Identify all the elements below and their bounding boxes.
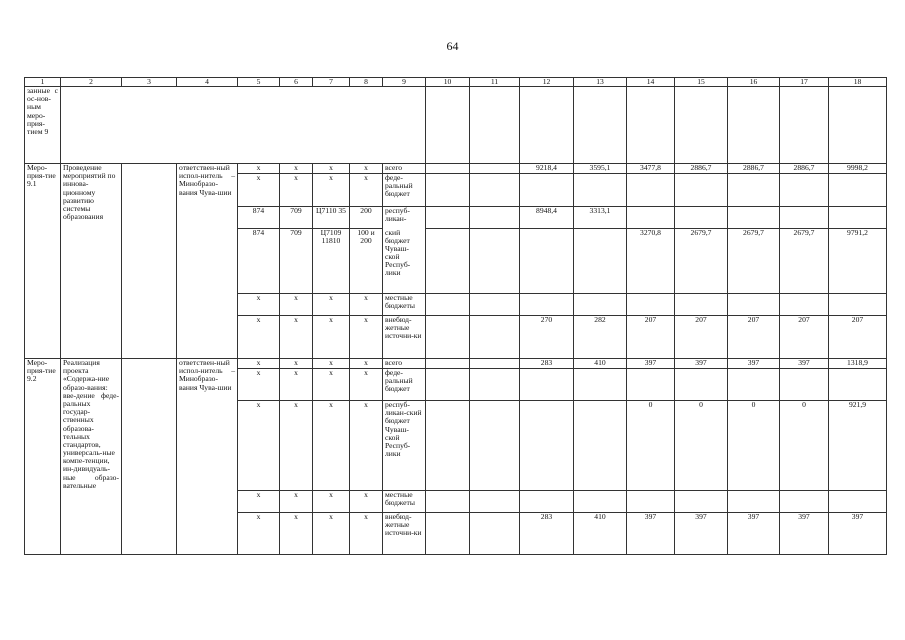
header-cell: 16 bbox=[728, 78, 780, 87]
table-cell bbox=[574, 401, 627, 491]
table-cell: 2679,7 bbox=[675, 229, 728, 294]
table-cell bbox=[780, 294, 829, 316]
table-cell bbox=[426, 316, 470, 359]
header-cell: 7 bbox=[313, 78, 350, 87]
table-cell bbox=[829, 174, 887, 207]
table-cell: 100 и 200 bbox=[350, 229, 383, 294]
table-cell: 3313,1 bbox=[574, 207, 627, 229]
header-cell: 13 bbox=[574, 78, 627, 87]
table-row bbox=[25, 164, 887, 174]
table-cell: х bbox=[238, 369, 280, 401]
table-cell: 9218,4 bbox=[520, 164, 574, 174]
table-cell: х bbox=[238, 401, 280, 491]
table-cell bbox=[426, 491, 470, 513]
table-cell: 270 bbox=[520, 316, 574, 359]
table-cell: х bbox=[238, 359, 280, 369]
table-cell bbox=[780, 369, 829, 401]
table-cell bbox=[426, 294, 470, 316]
table-cell bbox=[829, 491, 887, 513]
table-cell: 397 bbox=[728, 513, 780, 555]
funding-source: местные бюджеты bbox=[383, 294, 426, 316]
table-cell: 2886,7 bbox=[780, 164, 829, 174]
table-cell: Ц7110 35 bbox=[313, 207, 350, 229]
table-cell: 3477,8 bbox=[627, 164, 675, 174]
table-cell bbox=[470, 491, 520, 513]
table-cell bbox=[470, 316, 520, 359]
table-cell: 397 bbox=[780, 513, 829, 555]
table-cell: 397 bbox=[627, 359, 675, 369]
table-cell bbox=[574, 369, 627, 401]
table-cell bbox=[470, 359, 520, 369]
funding-source: феде-ральный бюджет bbox=[383, 369, 426, 401]
responsible-executor: ответствен-ный испол-нитель – Минобразо-вания Чува-шии bbox=[177, 164, 238, 359]
table-cell: х bbox=[350, 513, 383, 555]
table-cell: х bbox=[280, 369, 313, 401]
table-cell: 0 bbox=[627, 401, 675, 491]
table-cell bbox=[426, 359, 470, 369]
header-cell: 9 bbox=[383, 78, 426, 87]
table-cell: х bbox=[280, 294, 313, 316]
table-cell: 207 bbox=[829, 316, 887, 359]
table-cell bbox=[470, 164, 520, 174]
table-cell bbox=[780, 174, 829, 207]
table-cell: 9791,2 bbox=[829, 229, 887, 294]
header-cell: 15 bbox=[675, 78, 728, 87]
table-cell: 200 bbox=[350, 207, 383, 229]
table-cell: 397 bbox=[829, 513, 887, 555]
funding-source: всего bbox=[383, 164, 426, 174]
table-cell bbox=[627, 369, 675, 401]
table-cell: 207 bbox=[780, 316, 829, 359]
table-cell: х bbox=[280, 401, 313, 491]
funding-source: респуб-ликан- bbox=[383, 207, 426, 229]
table-cell: 874 bbox=[238, 229, 280, 294]
funding-source: всего bbox=[383, 359, 426, 369]
table-cell bbox=[470, 294, 520, 316]
header-cell: 18 bbox=[829, 78, 887, 87]
table-cell: 397 bbox=[627, 513, 675, 555]
measure-number: Меро-прия-тие 9.1 bbox=[25, 164, 61, 359]
table-cell bbox=[470, 369, 520, 401]
table-cell bbox=[627, 491, 675, 513]
header-row bbox=[25, 78, 887, 87]
table-cell bbox=[574, 229, 627, 294]
table-row bbox=[25, 359, 887, 369]
continuation-label: занные с ос-нов-ным меро-прия-тием 9 bbox=[25, 87, 61, 164]
page-number: 64 bbox=[446, 39, 459, 53]
header-cell: 17 bbox=[780, 78, 829, 87]
table-cell: х bbox=[238, 164, 280, 174]
table-cell bbox=[122, 164, 177, 359]
table-cell bbox=[675, 491, 728, 513]
table-cell bbox=[470, 401, 520, 491]
table-cell bbox=[675, 369, 728, 401]
table-cell: 1318,9 bbox=[829, 359, 887, 369]
continuation-row bbox=[25, 87, 887, 164]
table-cell: 3270,8 bbox=[627, 229, 675, 294]
table-cell: 410 bbox=[574, 359, 627, 369]
table-cell bbox=[520, 401, 574, 491]
table-cell: х bbox=[280, 513, 313, 555]
table-cell: х bbox=[280, 174, 313, 207]
table-cell: х bbox=[350, 294, 383, 316]
table-cell: 0 bbox=[780, 401, 829, 491]
header-cell: 11 bbox=[470, 78, 520, 87]
table-cell bbox=[520, 229, 574, 294]
header-cell: 1 bbox=[25, 78, 61, 87]
measure-number: Меро-прия-тие 9.2 bbox=[25, 359, 61, 555]
table-cell bbox=[520, 294, 574, 316]
header-cell: 6 bbox=[280, 78, 313, 87]
table-cell: х bbox=[313, 401, 350, 491]
table-cell: Ц7109 11810 bbox=[313, 229, 350, 294]
table-cell: 207 bbox=[627, 316, 675, 359]
table-cell bbox=[675, 174, 728, 207]
table-cell: х bbox=[280, 164, 313, 174]
table-cell bbox=[426, 229, 470, 294]
table-cell: х bbox=[350, 316, 383, 359]
table-cell: 282 bbox=[574, 316, 627, 359]
table-cell: 283 bbox=[520, 359, 574, 369]
table-cell bbox=[426, 369, 470, 401]
table-cell bbox=[675, 87, 728, 164]
table-cell: х bbox=[238, 316, 280, 359]
table-cell: 410 bbox=[574, 513, 627, 555]
table-cell bbox=[780, 491, 829, 513]
table-cell bbox=[470, 229, 520, 294]
table-cell: 283 bbox=[520, 513, 574, 555]
header-cell: 8 bbox=[350, 78, 383, 87]
table-cell bbox=[728, 87, 780, 164]
table-cell bbox=[574, 491, 627, 513]
header-cell: 4 bbox=[177, 78, 238, 87]
responsible-executor: ответствен-ный испол-нитель – Минобразо-вания Чува-шии bbox=[177, 359, 238, 555]
table-cell: 709 bbox=[280, 207, 313, 229]
table-cell bbox=[470, 207, 520, 229]
funding-source: местные бюджеты bbox=[383, 491, 426, 513]
table-cell: х bbox=[280, 491, 313, 513]
table-cell: х bbox=[313, 491, 350, 513]
table-cell bbox=[122, 359, 177, 555]
funding-source: феде-ральный бюджет bbox=[383, 174, 426, 207]
table-cell bbox=[627, 174, 675, 207]
table-cell: х bbox=[313, 164, 350, 174]
table-cell: 709 bbox=[280, 229, 313, 294]
table-cell: 874 bbox=[238, 207, 280, 229]
table-cell: 2679,7 bbox=[780, 229, 829, 294]
table-cell: х bbox=[313, 294, 350, 316]
header-cell: 10 bbox=[426, 78, 470, 87]
table-cell: х bbox=[238, 174, 280, 207]
table-cell bbox=[520, 174, 574, 207]
measure-title: Реализация проекта «Содержа-ние образо-вания: вве-дение феде-ральных государ-ственных образова-тельных стандартов, универсаль-ные компе-тенции, ин-дивидуаль-ные образо-вательные bbox=[61, 359, 122, 555]
table-cell bbox=[728, 174, 780, 207]
table-cell: х bbox=[313, 316, 350, 359]
funding-source: респуб-ликан-ский бюджет Чуваш-ской Респуб-лики bbox=[383, 401, 426, 491]
table-cell bbox=[61, 87, 426, 164]
table-cell bbox=[574, 87, 627, 164]
header-cell: 3 bbox=[122, 78, 177, 87]
table-cell: х bbox=[350, 401, 383, 491]
table-cell: х bbox=[238, 294, 280, 316]
table-cell bbox=[627, 87, 675, 164]
funding-source: внебюд-жетные источни-ки bbox=[383, 513, 426, 555]
table-cell: 8948,4 bbox=[520, 207, 574, 229]
table-cell: 2886,7 bbox=[675, 164, 728, 174]
table-cell bbox=[829, 207, 887, 229]
table-cell: х bbox=[280, 359, 313, 369]
table-cell: 207 bbox=[675, 316, 728, 359]
header-cell: 2 bbox=[61, 78, 122, 87]
table-cell: х bbox=[350, 164, 383, 174]
table-cell bbox=[728, 207, 780, 229]
table-cell: х bbox=[350, 359, 383, 369]
table-cell bbox=[426, 401, 470, 491]
table-cell bbox=[470, 513, 520, 555]
header-cell: 5 bbox=[238, 78, 280, 87]
table-cell: х bbox=[313, 174, 350, 207]
header-cell: 14 bbox=[627, 78, 675, 87]
table-cell bbox=[470, 87, 520, 164]
table-cell bbox=[574, 294, 627, 316]
table-cell bbox=[520, 87, 574, 164]
table-cell: 0 bbox=[675, 401, 728, 491]
table-cell: 2679,7 bbox=[728, 229, 780, 294]
table-cell: х bbox=[313, 513, 350, 555]
funding-source: внебюд-жетные источни-ки bbox=[383, 316, 426, 359]
table-cell bbox=[520, 491, 574, 513]
table-cell bbox=[780, 207, 829, 229]
header-cell: 12 bbox=[520, 78, 574, 87]
table-cell bbox=[627, 294, 675, 316]
table-cell: х bbox=[280, 316, 313, 359]
table-cell bbox=[829, 87, 887, 164]
table-cell bbox=[520, 369, 574, 401]
table-cell: 397 bbox=[728, 359, 780, 369]
table-cell: х bbox=[238, 513, 280, 555]
table-cell: 2886,7 bbox=[728, 164, 780, 174]
table-cell: х bbox=[350, 174, 383, 207]
table-cell bbox=[728, 491, 780, 513]
table-cell bbox=[426, 513, 470, 555]
table-cell bbox=[728, 294, 780, 316]
table-cell bbox=[426, 174, 470, 207]
table-cell bbox=[829, 294, 887, 316]
table-cell: 397 bbox=[675, 513, 728, 555]
table-cell bbox=[627, 207, 675, 229]
table-cell: х bbox=[350, 491, 383, 513]
table-cell: 0 bbox=[728, 401, 780, 491]
table-cell bbox=[574, 174, 627, 207]
table-cell bbox=[728, 369, 780, 401]
table-cell: 397 bbox=[780, 359, 829, 369]
table-cell: 397 bbox=[675, 359, 728, 369]
table-cell: 3595,1 bbox=[574, 164, 627, 174]
table-cell: х bbox=[350, 369, 383, 401]
table-cell bbox=[470, 174, 520, 207]
table-cell: х bbox=[238, 491, 280, 513]
table-cell bbox=[426, 164, 470, 174]
table-cell bbox=[426, 87, 470, 164]
table-cell bbox=[780, 87, 829, 164]
table-cell bbox=[829, 369, 887, 401]
table-cell bbox=[675, 207, 728, 229]
funding-source: ский бюджет Чуваш-ской Респуб-лики bbox=[383, 229, 426, 294]
table-cell: х bbox=[313, 369, 350, 401]
table-cell bbox=[426, 207, 470, 229]
table-cell: х bbox=[313, 359, 350, 369]
measure-title: Проведение мероприятий по иннова-ционному развитию системы образования bbox=[61, 164, 122, 359]
table-cell bbox=[675, 294, 728, 316]
budget-table bbox=[24, 77, 887, 555]
table-cell: 921,9 bbox=[829, 401, 887, 491]
table-cell: 9998,2 bbox=[829, 164, 887, 174]
table-cell: 207 bbox=[728, 316, 780, 359]
